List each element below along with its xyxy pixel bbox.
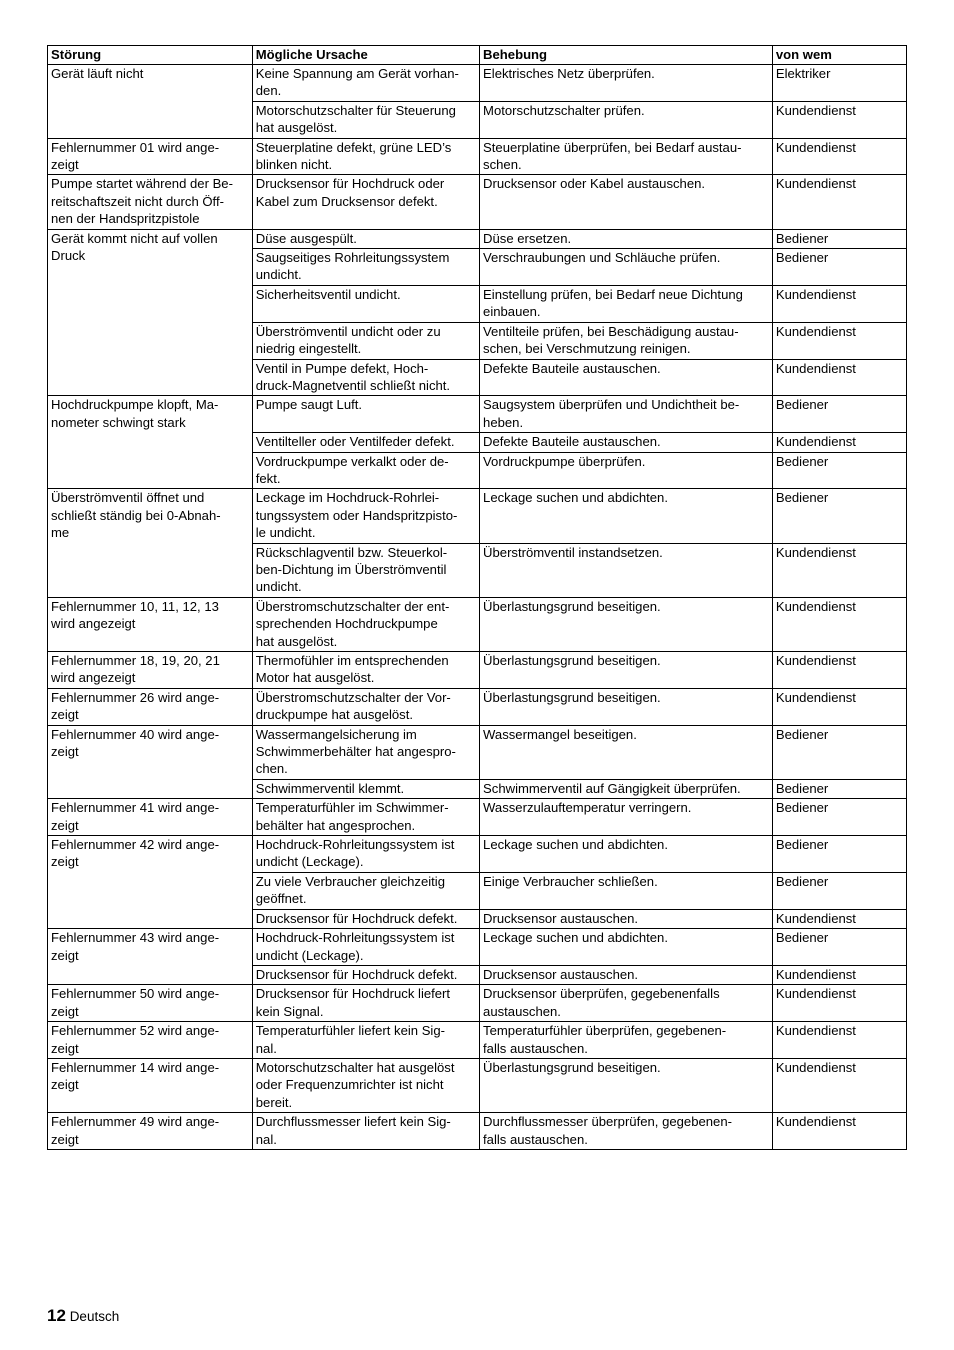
- cause-cell: Saugseitiges Rohrleitungssystem undicht.: [252, 249, 479, 286]
- remedy-cell: Steuerplatine überprüfen, bei Bedarf austau- schen.: [480, 138, 773, 175]
- remedy-cell: Drucksensor austauschen.: [480, 965, 773, 984]
- table-row: [48, 725, 907, 779]
- cause-cell: Drucksensor für Hochdruck defekt.: [252, 965, 479, 984]
- cause-cell: Überstromschutzschalter der Vor- druckpumpe hat ausgelöst.: [252, 688, 479, 725]
- fault-cell: Pumpe startet während der Be- reitschaftszeit nicht durch Öff- nen der Handspritzpistole: [48, 175, 253, 229]
- responsible-cell: Kundendienst: [772, 688, 906, 725]
- table-row: [48, 652, 907, 689]
- responsible-cell: Bediener: [772, 799, 906, 836]
- responsible-cell: Kundendienst: [772, 652, 906, 689]
- remedy-cell: Wasserzulauftemperatur verringern.: [480, 799, 773, 836]
- responsible-cell: Kundendienst: [772, 543, 906, 597]
- header-stoerung: Störung: [48, 46, 253, 65]
- cause-cell: Überstromschutzschalter der ent- sprechenden Hochdruckpumpe hat ausgelöst.: [252, 597, 479, 651]
- remedy-cell: Temperaturfühler überprüfen, gegebenen- falls austauschen.: [480, 1022, 773, 1059]
- fault-cell: Fehlernummer 42 wird ange- zeigt: [48, 836, 253, 929]
- responsible-cell: Bediener: [772, 249, 906, 286]
- table-row: [48, 396, 907, 433]
- responsible-cell: Kundendienst: [772, 597, 906, 651]
- cause-cell: Vordruckpumpe verkalkt oder de- fekt.: [252, 452, 479, 489]
- responsible-cell: Bediener: [772, 452, 906, 489]
- fault-cell: Fehlernummer 14 wird ange- zeigt: [48, 1058, 253, 1112]
- cause-cell: Düse ausgespült.: [252, 229, 479, 248]
- responsible-cell: Kundendienst: [772, 433, 906, 452]
- cause-cell: Thermofühler im entsprechenden Motor hat ausgelöst.: [252, 652, 479, 689]
- fault-cell: Gerät kommt nicht auf vollen Druck: [48, 229, 253, 396]
- fault-cell: Fehlernummer 52 wird ange- zeigt: [48, 1022, 253, 1059]
- remedy-cell: Durchflussmesser überprüfen, gegebenen- falls austauschen.: [480, 1113, 773, 1150]
- table-row: [48, 1022, 907, 1059]
- responsible-cell: Bediener: [772, 872, 906, 909]
- remedy-cell: Überströmventil instandsetzen.: [480, 543, 773, 597]
- table-row: [48, 229, 907, 248]
- remedy-cell: Elektrisches Netz überprüfen.: [480, 65, 773, 102]
- remedy-cell: Drucksensor austauschen.: [480, 909, 773, 928]
- responsible-cell: Kundendienst: [772, 1113, 906, 1150]
- responsible-cell: Kundendienst: [772, 322, 906, 359]
- responsible-cell: Kundendienst: [772, 285, 906, 322]
- troubleshooting-table: [47, 45, 907, 1150]
- fault-cell: Fehlernummer 50 wird ange- zeigt: [48, 985, 253, 1022]
- fault-cell: Fehlernummer 10, 11, 12, 13 wird angezeigt: [48, 597, 253, 651]
- table-row: [48, 688, 907, 725]
- fault-cell: Fehlernummer 01 wird ange- zeigt: [48, 138, 253, 175]
- remedy-cell: Wassermangel beseitigen.: [480, 725, 773, 779]
- cause-cell: Drucksensor für Hochdruck defekt.: [252, 909, 479, 928]
- responsible-cell: Kundendienst: [772, 359, 906, 396]
- responsible-cell: Kundendienst: [772, 175, 906, 229]
- responsible-cell: Kundendienst: [772, 1022, 906, 1059]
- header-behebung: Behebung: [480, 46, 773, 65]
- responsible-cell: Kundendienst: [772, 138, 906, 175]
- responsible-cell: Kundendienst: [772, 1058, 906, 1112]
- cause-cell: Motorschutzschalter hat ausgelöst oder Frequenzumrichter ist nicht bereit.: [252, 1058, 479, 1112]
- remedy-cell: Drucksensor oder Kabel austauschen.: [480, 175, 773, 229]
- table-row: [48, 175, 907, 229]
- cause-cell: Hochdruck-Rohrleitungssystem ist undicht (Leckage).: [252, 929, 479, 966]
- fault-cell: Fehlernummer 18, 19, 20, 21 wird angezeigt: [48, 652, 253, 689]
- responsible-cell: Kundendienst: [772, 101, 906, 138]
- table-row: [48, 836, 907, 873]
- cause-cell: Durchflussmesser liefert kein Sig- nal.: [252, 1113, 479, 1150]
- table-row: [48, 65, 907, 102]
- remedy-cell: Überlastungsgrund beseitigen.: [480, 652, 773, 689]
- cause-cell: Temperaturfühler liefert kein Sig- nal.: [252, 1022, 479, 1059]
- header-ursache: Mögliche Ursache: [252, 46, 479, 65]
- cause-cell: Überströmventil undicht oder zu niedrig eingestellt.: [252, 322, 479, 359]
- remedy-cell: Defekte Bauteile austauschen.: [480, 433, 773, 452]
- fault-cell: Fehlernummer 40 wird ange- zeigt: [48, 725, 253, 799]
- fault-cell: Fehlernummer 49 wird ange- zeigt: [48, 1113, 253, 1150]
- remedy-cell: Leckage suchen und abdichten.: [480, 929, 773, 966]
- responsible-cell: Kundendienst: [772, 909, 906, 928]
- table-row: [48, 1113, 907, 1150]
- remedy-cell: Überlastungsgrund beseitigen.: [480, 1058, 773, 1112]
- fault-cell: Hochdruckpumpe klopft, Ma- nometer schwingt stark: [48, 396, 253, 489]
- table-row: [48, 597, 907, 651]
- cause-cell: Steuerplatine defekt, grüne LED’s blinken nicht.: [252, 138, 479, 175]
- table-header-row: [48, 46, 907, 65]
- cause-cell: Schwimmerventil klemmt.: [252, 779, 479, 798]
- table-body: [48, 65, 907, 1150]
- cause-cell: Keine Spannung am Gerät vorhan- den.: [252, 65, 479, 102]
- table-row: [48, 489, 907, 543]
- remedy-cell: Einige Verbraucher schließen.: [480, 872, 773, 909]
- remedy-cell: Leckage suchen und abdichten.: [480, 489, 773, 543]
- table-row: [48, 1058, 907, 1112]
- cause-cell: Temperaturfühler im Schwimmer- behälter hat angesprochen.: [252, 799, 479, 836]
- cause-cell: Ventil in Pumpe defekt, Hoch- druck-Magnetventil schließt nicht.: [252, 359, 479, 396]
- responsible-cell: Bediener: [772, 396, 906, 433]
- responsible-cell: Kundendienst: [772, 965, 906, 984]
- page-number: 12: [47, 1306, 66, 1325]
- table-row: [48, 929, 907, 966]
- responsible-cell: Kundendienst: [772, 985, 906, 1022]
- responsible-cell: Bediener: [772, 725, 906, 779]
- cause-cell: Rückschlagventil bzw. Steuerkol- ben-Dichtung im Überströmventil undicht.: [252, 543, 479, 597]
- fault-cell: Überströmventil öffnet und schließt ständig bei 0-Abnah- me: [48, 489, 253, 597]
- remedy-cell: Schwimmerventil auf Gängigkeit überprüfen.: [480, 779, 773, 798]
- remedy-cell: Verschraubungen und Schläuche prüfen.: [480, 249, 773, 286]
- remedy-cell: Einstellung prüfen, bei Bedarf neue Dichtung einbauen.: [480, 285, 773, 322]
- header-von-wem: von wem: [772, 46, 906, 65]
- table-row: [48, 985, 907, 1022]
- responsible-cell: Bediener: [772, 779, 906, 798]
- responsible-cell: Bediener: [772, 836, 906, 873]
- responsible-cell: Elektriker: [772, 65, 906, 102]
- remedy-cell: Defekte Bauteile austauschen.: [480, 359, 773, 396]
- cause-cell: Hochdruck-Rohrleitungssystem ist undicht (Leckage).: [252, 836, 479, 873]
- fault-cell: Fehlernummer 26 wird ange- zeigt: [48, 688, 253, 725]
- remedy-cell: Motorschutzschalter prüfen.: [480, 101, 773, 138]
- cause-cell: Sicherheitsventil undicht.: [252, 285, 479, 322]
- fault-cell: Fehlernummer 41 wird ange- zeigt: [48, 799, 253, 836]
- remedy-cell: Vordruckpumpe überprüfen.: [480, 452, 773, 489]
- table-row: [48, 799, 907, 836]
- remedy-cell: Saugsystem überprüfen und Undichtheit be- heben.: [480, 396, 773, 433]
- cause-cell: Drucksensor für Hochdruck liefert kein Signal.: [252, 985, 479, 1022]
- cause-cell: Motorschutzschalter für Steuerung hat ausgelöst.: [252, 101, 479, 138]
- cause-cell: Leckage im Hochdruck-Rohrlei- tungssystem oder Handspritzpisto- le undicht.: [252, 489, 479, 543]
- cause-cell: Wassermangelsicherung im Schwimmerbehälter hat angespro- chen.: [252, 725, 479, 779]
- fault-cell: Gerät läuft nicht: [48, 65, 253, 139]
- remedy-cell: Überlastungsgrund beseitigen.: [480, 597, 773, 651]
- remedy-cell: Drucksensor überprüfen, gegebenenfalls austauschen.: [480, 985, 773, 1022]
- cause-cell: Drucksensor für Hochdruck oder Kabel zum Drucksensor defekt.: [252, 175, 479, 229]
- cause-cell: Zu viele Verbraucher gleichzeitig geöffnet.: [252, 872, 479, 909]
- responsible-cell: Bediener: [772, 229, 906, 248]
- remedy-cell: Ventilteile prüfen, bei Beschädigung austau- schen, bei Verschmutzung reinigen.: [480, 322, 773, 359]
- remedy-cell: Leckage suchen und abdichten.: [480, 836, 773, 873]
- cause-cell: Pumpe saugt Luft.: [252, 396, 479, 433]
- cause-cell: Ventilteller oder Ventilfeder defekt.: [252, 433, 479, 452]
- responsible-cell: Bediener: [772, 929, 906, 966]
- table-row: [48, 138, 907, 175]
- remedy-cell: Düse ersetzen.: [480, 229, 773, 248]
- responsible-cell: Bediener: [772, 489, 906, 543]
- remedy-cell: Überlastungsgrund beseitigen.: [480, 688, 773, 725]
- page-footer: [47, 1306, 119, 1326]
- page-language: Deutsch: [69, 1309, 120, 1324]
- fault-cell: Fehlernummer 43 wird ange- zeigt: [48, 929, 253, 985]
